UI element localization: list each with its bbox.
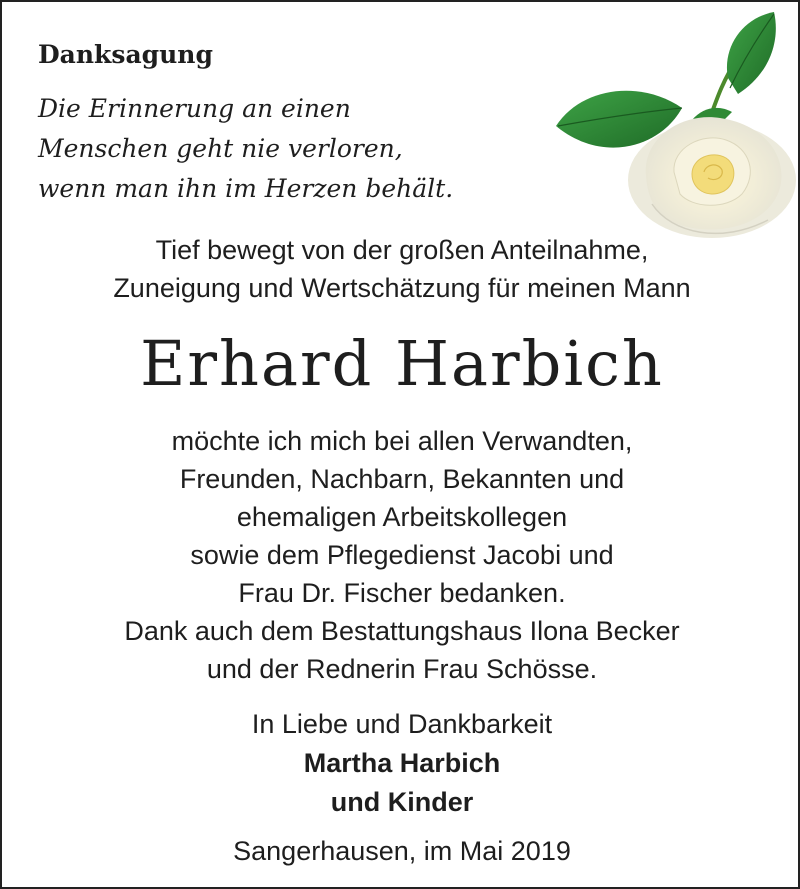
thanks-line: Freunden, Nachbarn, Bekannten und <box>179 464 625 494</box>
quote-line: Menschen geht nie verloren, <box>38 134 403 163</box>
intro-line: Tief bewegt von der großen Anteilnahme, <box>155 235 649 265</box>
thanks-line: und der Rednerin Frau Schösse. <box>206 654 598 684</box>
quote-line: Die Erinnerung an einen <box>38 94 351 123</box>
intro-text <box>2 231 800 307</box>
thanks-line: Frau Dr. Fischer bedanken. <box>238 578 566 608</box>
thanks-line: ehemaligen Arbeitskollegen <box>236 502 568 532</box>
thanks-line: möchte ich mich bei allen Verwandten, <box>171 426 633 456</box>
deceased-name: Erhard Harbich <box>140 327 664 400</box>
signer-name: Martha Harbich <box>303 748 501 778</box>
thanks-text <box>2 422 800 688</box>
signer-family: und Kinder <box>330 787 474 817</box>
white-rose-icon <box>542 8 798 252</box>
notice-heading: Danksagung <box>38 40 213 69</box>
quote-line: wenn man ihn im Herzen behält. <box>38 174 454 203</box>
thanks-line: sowie dem Pflegedienst Jacobi und <box>190 540 614 570</box>
closing-line: In Liebe und Dankbarkeit <box>251 709 553 739</box>
thanks-line: Dank auch dem Bestattungshaus Ilona Becker <box>124 616 680 646</box>
memorial-quote <box>38 89 453 209</box>
signature-block <box>2 705 800 822</box>
place-date: Sangerhausen, im Mai 2019 <box>233 836 571 866</box>
intro-line: Zuneigung und Wertschätzung für meinen Mann <box>113 273 691 303</box>
